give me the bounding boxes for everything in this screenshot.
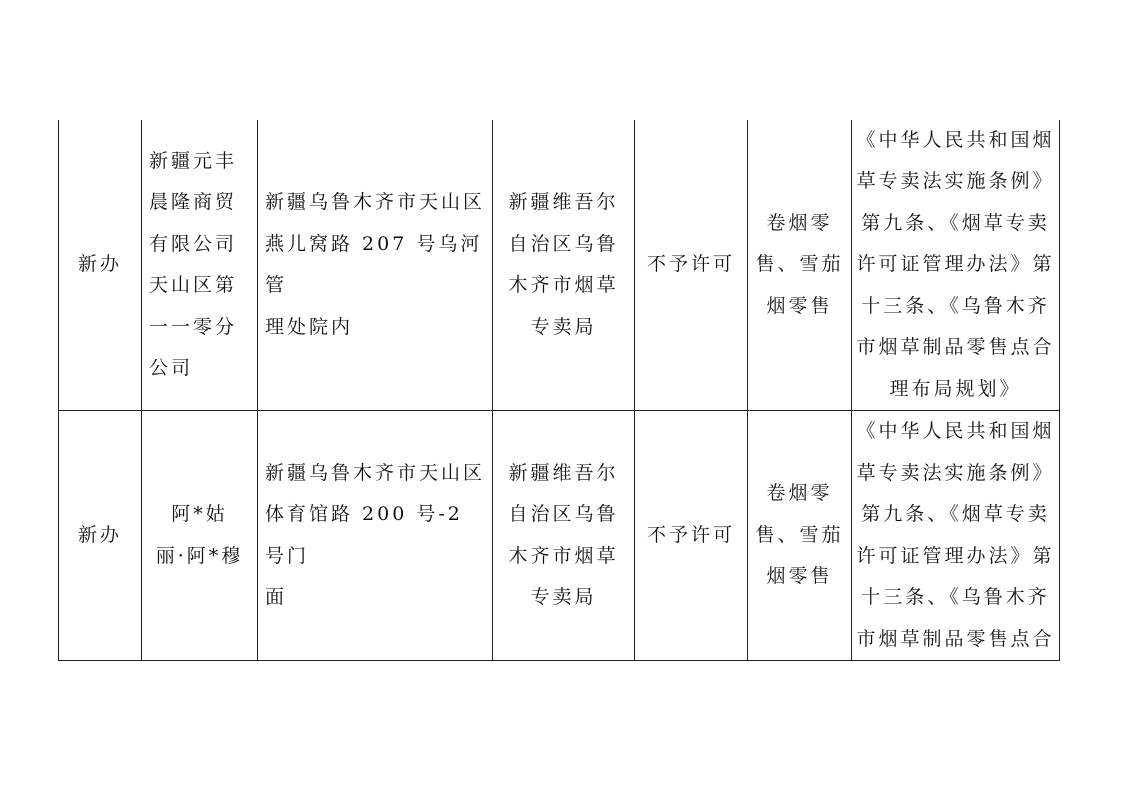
table-row [265,120,485,410]
table-row [635,411,747,660]
cell-party: 新疆元丰 晨隆商贸 有限公司 天山区第 一一零分 公司 [149,149,238,379]
cell-address: 新疆乌鲁木齐市天山区 燕儿窝路 207 号乌河管 理处院内 [265,191,486,338]
cell-scope: 卷烟零 售、雪茄 烟零售 [755,211,844,317]
table-row [852,411,1059,660]
table-row [493,120,634,410]
table-row [149,140,253,390]
cell-address: 新疆乌鲁木齐市天山区 体育馆路 200 号-2 号门 面 [265,461,486,608]
cell-party: 阿*姑 丽·阿*穆 [155,503,244,567]
cell-authority: 新疆维吾尔 自治区乌鲁 木齐市烟草 专卖局 [508,461,619,608]
cell-decision: 不予许可 [646,253,735,276]
cell-scope: 卷烟零 售、雪茄 烟零售 [755,482,844,588]
table-row [59,120,141,410]
cell-basis: 《中华人民共和国烟 草专卖法实施条例》 第九条、《烟草专卖 许可证管理办法》第 十三条、《乌鲁木齐 市烟草制品零售点合 理布局规划》 [856,128,1055,400]
table-row [748,411,851,660]
cell-basis: 《中华人民共和国烟 草专卖法实施条例》 第九条、《烟草专卖 许可证管理办法》第 十三条、《乌鲁木齐 市烟草制品零售点合 [856,420,1055,650]
cell-decision: 不予许可 [646,523,735,546]
table-row [852,120,1059,410]
table-row [635,120,747,410]
cell-authority: 新疆维吾尔 自治区乌鲁 木齐市烟草 专卖局 [508,191,619,338]
table-border [58,660,1060,661]
table-row [59,411,141,660]
table-row [748,120,851,410]
table-border [1059,120,1060,661]
table-row [493,411,634,660]
table-row [265,411,485,660]
table-row [142,411,257,660]
cell-type: 新办 [77,523,122,546]
cell-type: 新办 [77,253,122,276]
table-border [257,120,258,661]
